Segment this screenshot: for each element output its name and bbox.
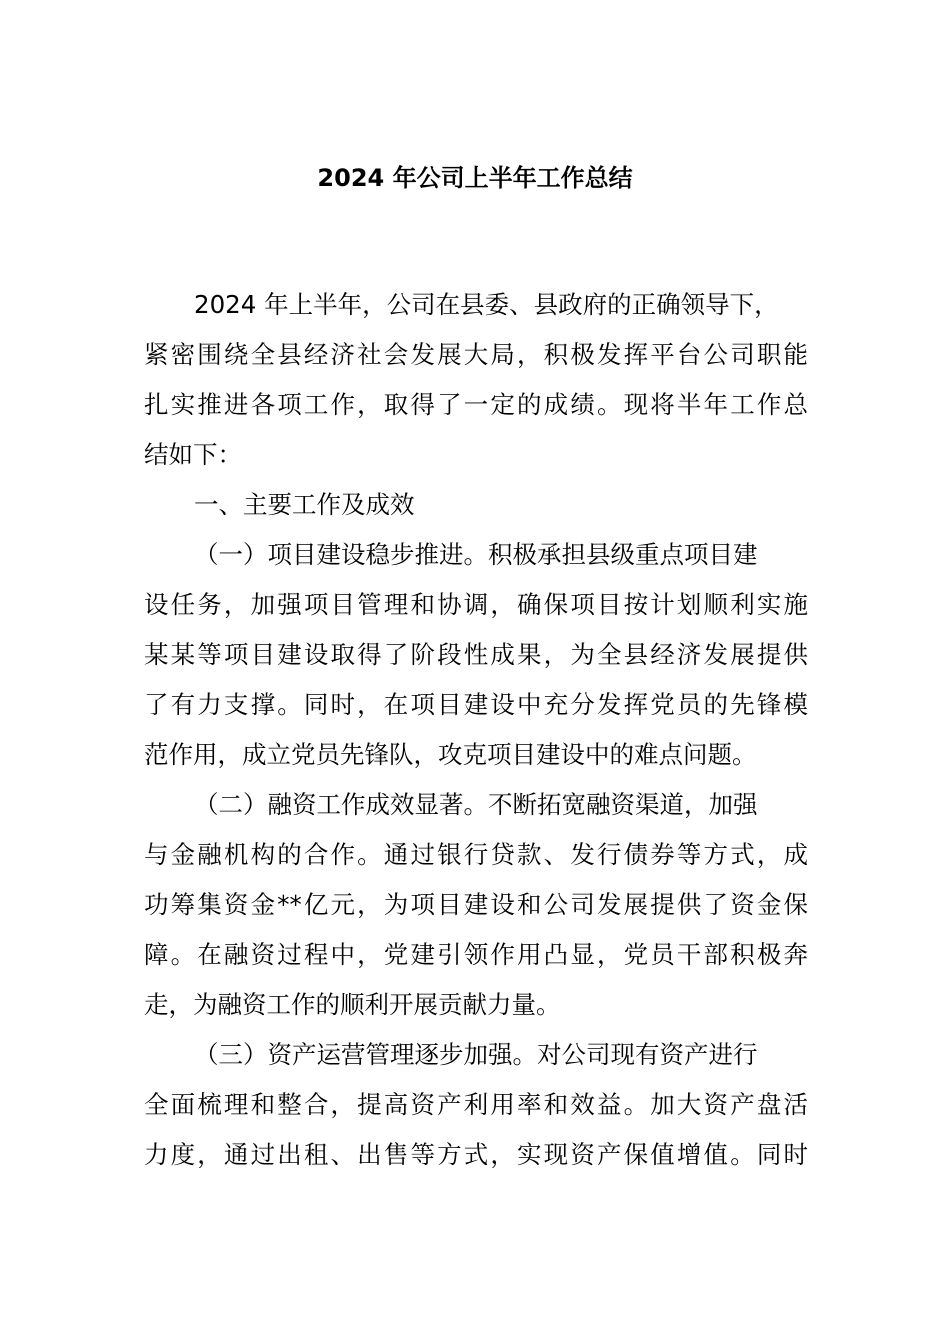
- paragraph-line: 了有力支撑。同时，在项目建设中充分发挥党员的先锋模: [144, 690, 808, 719]
- paragraph-line: 力度，通过出租、出售等方式，实现资产保值增值。同时: [144, 1140, 808, 1169]
- section-heading: 一、主要工作及成效: [194, 490, 415, 519]
- paragraph-line: 功筹集资金**亿元，为项目建设和公司发展提供了资金保: [144, 890, 808, 919]
- paragraph-line: 走，为融资工作的顺利开展贡献力量。: [144, 990, 561, 1019]
- document-title: 2024 年公司上半年工作总结: [317, 164, 633, 192]
- paragraph-line: 设任务，加强项目管理和协调，确保项目按计划顺利实施: [144, 590, 808, 619]
- document-body: [144, 280, 808, 1180]
- paragraph-line: （二）融资工作成效显著。不断拓宽融资渠道，加强: [194, 790, 758, 819]
- paragraph-line: 2024 年上半年，公司在县委、县政府的正确领导下，: [194, 290, 779, 319]
- paragraph-line: 结如下：: [144, 440, 242, 469]
- paragraph-line: （三）资产运营管理逐步加强。对公司现有资产进行: [194, 1040, 758, 1069]
- paragraph-line: 紧密围绕全县经济社会发展大局，积极发挥平台公司职能: [144, 340, 808, 369]
- paragraph-line: 某某等项目建设取得了阶段性成果，为全县经济发展提供: [144, 640, 808, 669]
- paragraph-line: 扎实推进各项工作，取得了一定的成绩。现将半年工作总: [144, 390, 808, 419]
- paragraph-line: （一）项目建设稳步推进。积极承担县级重点项目建: [194, 540, 758, 569]
- paragraph-line: 全面梳理和整合，提高资产利用率和效益。加大资产盘活: [144, 1090, 808, 1119]
- paragraph-line: 范作用，成立党员先锋队，攻克项目建设中的难点问题。: [144, 740, 757, 769]
- paragraph-line: 障。在融资过程中，党建引领作用凸显，党员干部积极奔: [144, 940, 808, 969]
- paragraph-line: 与金融机构的合作。通过银行贷款、发行债券等方式，成: [144, 840, 808, 869]
